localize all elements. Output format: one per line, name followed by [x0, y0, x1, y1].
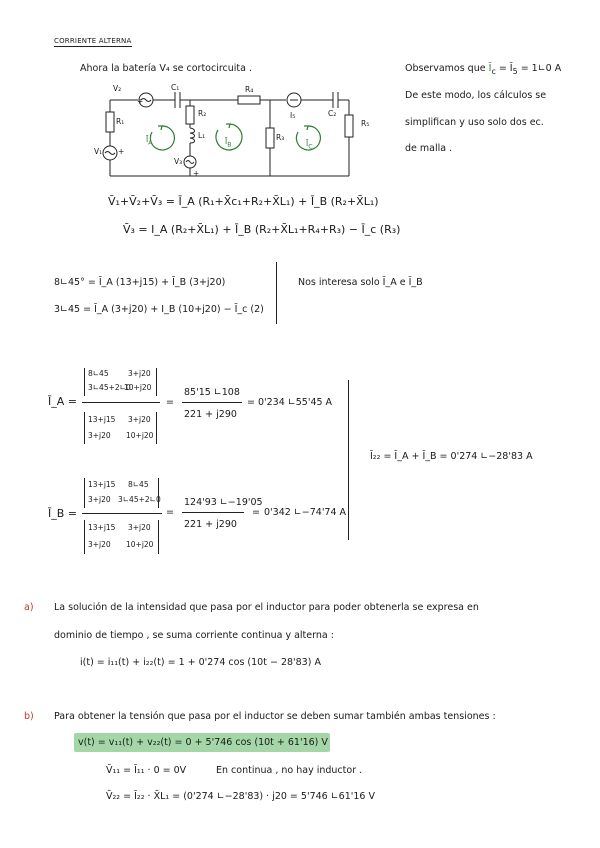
label-r3: R₃	[276, 133, 285, 142]
part-b-line-1: Para obtener la tensión que pasa por el inductor se deben sumar también ambas tensiones :	[54, 711, 496, 722]
label-r2: R₂	[198, 109, 207, 118]
mesh-c-arrowhead-icon	[304, 126, 308, 130]
numeric-equation-2: 3∟45 = Ī_A (3+j20) + I_B (10+j20) − Ī_c (2)	[54, 304, 264, 315]
part-b-equation-3: V̄₂₂ = Ī₂₂ · X̄L₁ = (0'274 ∟−28'83) · j20 = 5'746 ∟61'16 V	[106, 791, 375, 802]
brace-cramer	[348, 380, 349, 540]
intro-text: Ahora la batería V₄ se cortocircuita .	[80, 63, 253, 74]
mesh-equation-1: V̄₁+V̄₂+V̄₃ = Ī_A (R₁+X̄c₁+R₂+X̄L₁) + Ī_B (R₂+X̄L₁)	[108, 195, 379, 208]
part-b-label: b)	[24, 711, 34, 722]
numeric-note: Nos interesa solo Ī_A e Ī_B	[298, 277, 423, 288]
ia-num-a11: 8∟45	[88, 369, 109, 378]
part-a-line-1: La solución de la intensidad que pasa por el inductor para poder obtenerla se expresa en	[54, 602, 479, 613]
page-title: CORRIENTE ALTERNA	[54, 37, 132, 45]
ib-den-det-left	[84, 520, 85, 554]
observation-line-2: De este modo, los cálculos se	[405, 90, 547, 101]
part-a-equation: i(t) = i₁₁(t) + i₂₂(t) = 1 + 0'274 cos (10t − 28'83) A	[80, 657, 321, 668]
sine-v3-icon	[186, 161, 194, 164]
ib-frac-num: 124'93 ∟−19'05	[184, 497, 263, 508]
ib-frac-bar	[182, 512, 244, 513]
label-v3: V₃	[174, 157, 183, 166]
label-v1-plus: +	[118, 147, 125, 156]
ib-den-a12: 3+j20	[128, 523, 151, 532]
sine-v1-icon	[105, 152, 115, 155]
ia-fraction-bar	[82, 402, 160, 403]
ib-den-a21: 3+j20	[88, 540, 111, 549]
ib-equals: =	[166, 507, 174, 518]
label-r4: R₄	[245, 85, 254, 94]
ia-label: Ī_A =	[48, 395, 77, 408]
label-mesh-c: $Ī_C$	[306, 139, 313, 151]
label-c1: C₁	[171, 83, 180, 92]
label-v2-plus: +	[137, 97, 144, 106]
ib-num-a12: 8∟45	[128, 480, 149, 489]
i22-result: Ī₂₂ = Ī_A + Ī_B = 0'274 ∟−28'83 A	[370, 451, 533, 462]
label-mesh-a: $Ī_A$	[146, 135, 153, 147]
ia-frac-bar	[182, 402, 242, 403]
ib-fraction-bar	[82, 513, 162, 514]
label-v2: V₂	[113, 84, 122, 93]
ia-frac-den: 221 + j290	[184, 409, 237, 420]
ib-num-a11: 13+j15	[88, 480, 116, 489]
part-a-label: a)	[24, 602, 34, 613]
ia-den-a22: 10+j20	[126, 431, 154, 440]
mesh-a-arrow-icon	[150, 126, 174, 150]
label-v3-plus: +	[193, 169, 200, 178]
mesh-a-arrowhead-icon	[158, 126, 162, 130]
ia-num-a21: 3∟45+2∟0	[88, 383, 131, 392]
label-r5: R₅	[361, 119, 370, 128]
ia-den-a11: 13+j15	[88, 415, 116, 424]
resistor-r5	[345, 115, 353, 137]
resistor-r3	[266, 128, 274, 148]
inductor-l1-icon	[190, 128, 195, 143]
ib-num-a21: 3+j20	[88, 495, 111, 504]
mesh-equation-2: V̄₃ = I_A (R₂+X̄L₁) + Ī_B (R₂+X̄L₁+R₄+R₃) − Ī_c (R₃)	[123, 223, 401, 236]
ia-result: = 0'234 ∟55'45 A	[247, 397, 333, 408]
ia-den-a21: 3+j20	[88, 431, 111, 440]
ia-num-a12: 3+j20	[128, 369, 151, 378]
resistor-r4	[238, 96, 260, 104]
label-c2: C₂	[328, 109, 337, 118]
resistor-r2	[186, 106, 194, 124]
ib-den-det-right	[158, 520, 159, 554]
ia-den-a12: 3+j20	[128, 415, 151, 424]
observation-line-1: Observamos que $Ī_c$ = $Ī_5$ = 1∟0 A	[405, 63, 562, 76]
label-r1: R₁	[116, 117, 125, 126]
ib-den-a11: 13+j15	[88, 523, 116, 532]
part-b-equation-2-note: En continua , no hay inductor .	[216, 765, 363, 776]
numeric-equation-1: 8∟45° = Ī_A (13+j15) + Ī_B (3+j20)	[54, 277, 226, 288]
ib-result: 0'342 ∟−74'74 A	[264, 507, 347, 518]
ib-num-a22: 3∟45+2∟0	[118, 495, 161, 504]
ia-den-det-left	[84, 412, 85, 444]
ia-frac-num: 85'15 ∟108	[184, 387, 240, 398]
observation-line-4: de malla .	[405, 143, 453, 154]
part-a-line-2: dominio de tiempo , se suma corriente continua y alterna :	[54, 630, 334, 641]
label-mesh-b: $Ī_B$	[225, 137, 232, 149]
label-v1: V₁	[94, 147, 103, 156]
ia-num-a22: 10+j20	[124, 383, 152, 392]
brace-numeric	[276, 262, 277, 324]
ia-num-det-right	[156, 368, 157, 396]
ib-frac-den: 221 + j290	[184, 519, 237, 530]
ia-num-det-left	[84, 368, 85, 396]
ia-den-det-right	[156, 412, 157, 444]
ib-label: Ī_B =	[48, 507, 78, 520]
ia-equals: =	[166, 397, 174, 408]
label-l1: L₁	[198, 131, 206, 140]
observation-line-3: simplifican y uso solo dos ec.	[405, 117, 544, 128]
ib-equals-2: =	[252, 507, 260, 518]
label-i5: I₅	[290, 111, 296, 120]
ib-num-det-left	[84, 478, 85, 508]
resistor-r1	[106, 112, 114, 132]
mesh-b-arrowhead-icon	[226, 124, 230, 128]
part-b-equation-2: V̄₁₁ = Ī₁₁ · 0 = 0V	[106, 765, 187, 776]
ib-den-a22: 10+j20	[126, 540, 154, 549]
part-b-highlight-equation: v(t) = v₁₁(t) + v₂₂(t) = 0 + 5'746 cos (10t + 61'16) V	[78, 737, 328, 748]
